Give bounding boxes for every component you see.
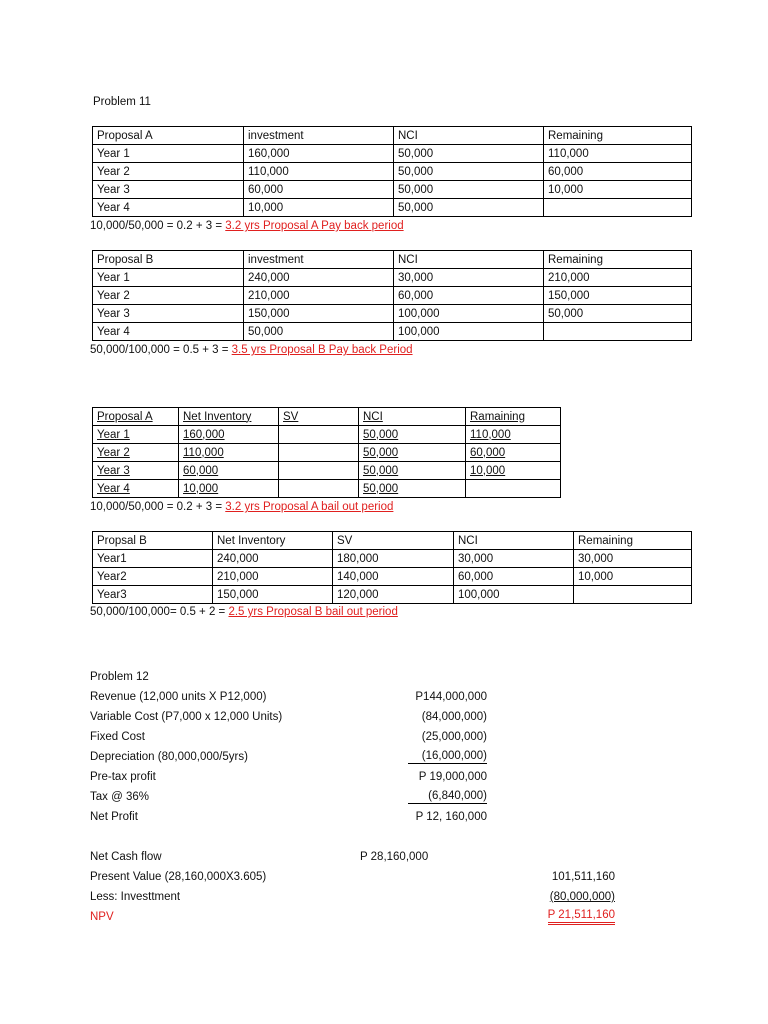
- statement-value: P 19,000,000: [418, 771, 487, 783]
- bailout-table-proposal-b: [92, 531, 692, 604]
- table-cell: 50,000: [359, 426, 466, 444]
- bailout-table-proposal-a: [92, 407, 561, 498]
- column-header: NCI: [394, 127, 544, 145]
- column-header: SV: [333, 532, 454, 550]
- table-row: [93, 568, 692, 586]
- net-cash-flow-value: P 28,160,000: [360, 851, 429, 863]
- bailout-result-proposal-b: 2.5 yrs Proposal B bail out period: [228, 606, 398, 618]
- npv-row: [90, 907, 615, 927]
- table-cell: [466, 480, 561, 498]
- table-cell: 160,000: [244, 145, 394, 163]
- income-statement: [90, 687, 487, 827]
- table-cell: Year 2: [93, 163, 244, 181]
- payback-formula-proposal-b: 50,000/100,000 = 0.5 + 3 =: [90, 344, 229, 356]
- statement-label: Variable Cost (P7,000 x 12,000 Units): [90, 711, 283, 723]
- column-header: Net Inventory: [179, 408, 279, 426]
- statement-label: Fixed Cost: [90, 731, 145, 743]
- statement-label: Revenue (12,000 units X P12,000): [90, 691, 267, 703]
- table-cell: Year3: [93, 586, 213, 604]
- column-header: Remaining: [544, 251, 692, 269]
- payback-caption-proposal-a: [90, 219, 404, 233]
- table-cell: 10,000: [466, 462, 561, 480]
- table-row: [93, 269, 692, 287]
- table-cell: 50,000: [394, 145, 544, 163]
- column-header: NCI: [454, 532, 574, 550]
- column-header: SV: [279, 408, 359, 426]
- table-cell: Year 1: [93, 269, 244, 287]
- table-cell: 180,000: [333, 550, 454, 568]
- table-cell: 30,000: [394, 269, 544, 287]
- npv-value: P 21,511,160: [548, 908, 615, 925]
- problem-12-title: Problem 12: [90, 671, 149, 683]
- table-row: [93, 426, 561, 444]
- table-cell: Year 3: [93, 462, 179, 480]
- table-cell: Year 4: [93, 199, 244, 217]
- table-row: [93, 462, 561, 480]
- table-cell: Year 1: [93, 145, 244, 163]
- statement-label: Tax @ 36%: [90, 791, 149, 803]
- statement-value: (25,000,000): [421, 731, 487, 743]
- less-investment-value: (80,000,000): [549, 891, 615, 903]
- table-cell: 50,000: [244, 323, 394, 341]
- statement-row-variable-cost: [90, 707, 487, 727]
- bailout-formula-proposal-b: 50,000/100,000= 0.5 + 2 =: [90, 606, 226, 618]
- table-cell: 240,000: [213, 550, 333, 568]
- statement-row-fixed-cost: [90, 727, 487, 747]
- table-cell: 110,000: [179, 444, 279, 462]
- less-investment-label: Less: Investtment: [90, 891, 181, 903]
- column-header: Proposal A: [93, 127, 244, 145]
- npv-computation: [90, 847, 615, 927]
- statement-value: (84,000,000): [421, 711, 487, 723]
- payback-table-proposal-b: [92, 250, 692, 341]
- statement-value: P144,000,000: [415, 691, 487, 703]
- table-row: [93, 145, 692, 163]
- table-cell: 50,000: [394, 199, 544, 217]
- net-cash-flow-label: Net Cash flow: [90, 851, 162, 863]
- payback-caption-proposal-b: [90, 343, 413, 357]
- table-cell: 50,000: [544, 305, 692, 323]
- statement-row-tax: [90, 787, 487, 807]
- statement-row-net-profit: [90, 807, 487, 827]
- table-row: [93, 444, 561, 462]
- table-cell: 30,000: [454, 550, 574, 568]
- statement-value: (16,000,000): [408, 750, 487, 764]
- npv-value-wrap: [548, 907, 615, 927]
- net-cash-flow-row: [90, 847, 615, 867]
- statement-row-pretax-profit: [90, 767, 487, 787]
- table-cell: Year 2: [93, 287, 244, 305]
- table-header-row: [93, 408, 561, 426]
- table-cell: Year 3: [93, 181, 244, 199]
- table-cell: 50,000: [359, 444, 466, 462]
- table-cell: 10,000: [544, 181, 692, 199]
- column-header: Proposal B: [93, 251, 244, 269]
- table-cell: [574, 586, 692, 604]
- table-cell: 100,000: [394, 305, 544, 323]
- table-cell: [279, 444, 359, 462]
- table-cell: 240,000: [244, 269, 394, 287]
- table-header-row: [93, 532, 692, 550]
- table-row: [93, 163, 692, 181]
- table-cell: 210,000: [544, 269, 692, 287]
- table-cell: Year 4: [93, 323, 244, 341]
- column-header: Net Inventory: [213, 532, 333, 550]
- present-value-value: 101,511,160: [551, 871, 615, 883]
- table-cell: [544, 199, 692, 217]
- table-cell: 110,000: [466, 426, 561, 444]
- table-cell: 160,000: [179, 426, 279, 444]
- statement-label: Net Profit: [90, 811, 138, 823]
- problem-11-title: Problem 11: [93, 96, 151, 108]
- bailout-formula-proposal-a: 10,000/50,000 = 0.2 + 3 =: [90, 501, 223, 513]
- table-cell: 30,000: [574, 550, 692, 568]
- table-cell: 150,000: [213, 586, 333, 604]
- payback-result-proposal-a: 3.2 yrs Proposal A Pay back period: [225, 220, 404, 232]
- statement-value-wrap: [408, 787, 487, 807]
- table-cell: 110,000: [544, 145, 692, 163]
- column-header: investment: [244, 251, 394, 269]
- table-row: [93, 305, 692, 323]
- statement-label: Pre-tax profit: [90, 771, 156, 783]
- table-cell: 10,000: [244, 199, 394, 217]
- table-cell: 140,000: [333, 568, 454, 586]
- less-investment-row: [90, 887, 615, 907]
- present-value-row: [90, 867, 615, 887]
- table-cell: [544, 323, 692, 341]
- column-header: NCI: [394, 251, 544, 269]
- table-cell: 150,000: [244, 305, 394, 323]
- table-header-row: [93, 251, 692, 269]
- table-cell: 110,000: [244, 163, 394, 181]
- table-cell: 10,000: [574, 568, 692, 586]
- statement-label: Depreciation (80,000,000/5yrs): [90, 751, 248, 763]
- table-cell: Year 3: [93, 305, 244, 323]
- bailout-caption-proposal-b: [90, 605, 398, 619]
- table-cell: [279, 426, 359, 444]
- present-value-label: Present Value (28,160,000X3.605): [90, 871, 267, 883]
- table-cell: 210,000: [244, 287, 394, 305]
- column-header: Proposal A: [93, 408, 179, 426]
- table-cell: 210,000: [213, 568, 333, 586]
- table-cell: [279, 462, 359, 480]
- table-row: [93, 287, 692, 305]
- statement-value: P 12, 160,000: [415, 811, 487, 823]
- table-cell: 100,000: [454, 586, 574, 604]
- statement-value: (6,840,000): [408, 790, 487, 804]
- table-cell: 150,000: [544, 287, 692, 305]
- statement-value-wrap: [408, 747, 487, 767]
- table-cell: Year 4: [93, 480, 179, 498]
- table-cell: 60,000: [544, 163, 692, 181]
- column-header: Remaining: [574, 532, 692, 550]
- table-cell: 10,000: [179, 480, 279, 498]
- table-cell: 60,000: [454, 568, 574, 586]
- payback-table-proposal-a: [92, 126, 692, 217]
- table-cell: 50,000: [359, 462, 466, 480]
- column-header: Ramaining: [466, 408, 561, 426]
- table-cell: 50,000: [394, 163, 544, 181]
- payback-formula-proposal-a: 10,000/50,000 = 0.2 + 3 =: [90, 220, 223, 232]
- column-header: Remaining: [544, 127, 692, 145]
- table-row: [93, 550, 692, 568]
- bailout-caption-proposal-a: [90, 500, 393, 514]
- table-cell: Year 1: [93, 426, 179, 444]
- table-cell: 60,000: [244, 181, 394, 199]
- statement-row-revenue: [90, 687, 487, 707]
- table-row: [93, 181, 692, 199]
- table-cell: 50,000: [359, 480, 466, 498]
- column-header: NCI: [359, 408, 466, 426]
- column-header: investment: [244, 127, 394, 145]
- bailout-result-proposal-a: 3.2 yrs Proposal A bail out period: [225, 501, 394, 513]
- table-cell: Year1: [93, 550, 213, 568]
- payback-result-proposal-b: 3.5 yrs Proposal B Pay back Period: [231, 344, 413, 356]
- table-cell: 60,000: [394, 287, 544, 305]
- table-row: [93, 586, 692, 604]
- table-cell: 100,000: [394, 323, 544, 341]
- table-row: [93, 323, 692, 341]
- table-cell: 60,000: [179, 462, 279, 480]
- table-row: [93, 480, 561, 498]
- table-row: [93, 199, 692, 217]
- table-cell: Year2: [93, 568, 213, 586]
- table-cell: 60,000: [466, 444, 561, 462]
- column-header: Propsal B: [93, 532, 213, 550]
- table-cell: Year 2: [93, 444, 179, 462]
- table-header-row: [93, 127, 692, 145]
- statement-row-depreciation: [90, 747, 487, 767]
- table-cell: 50,000: [394, 181, 544, 199]
- table-cell: 120,000: [333, 586, 454, 604]
- table-cell: [279, 480, 359, 498]
- npv-label: NPV: [90, 911, 114, 923]
